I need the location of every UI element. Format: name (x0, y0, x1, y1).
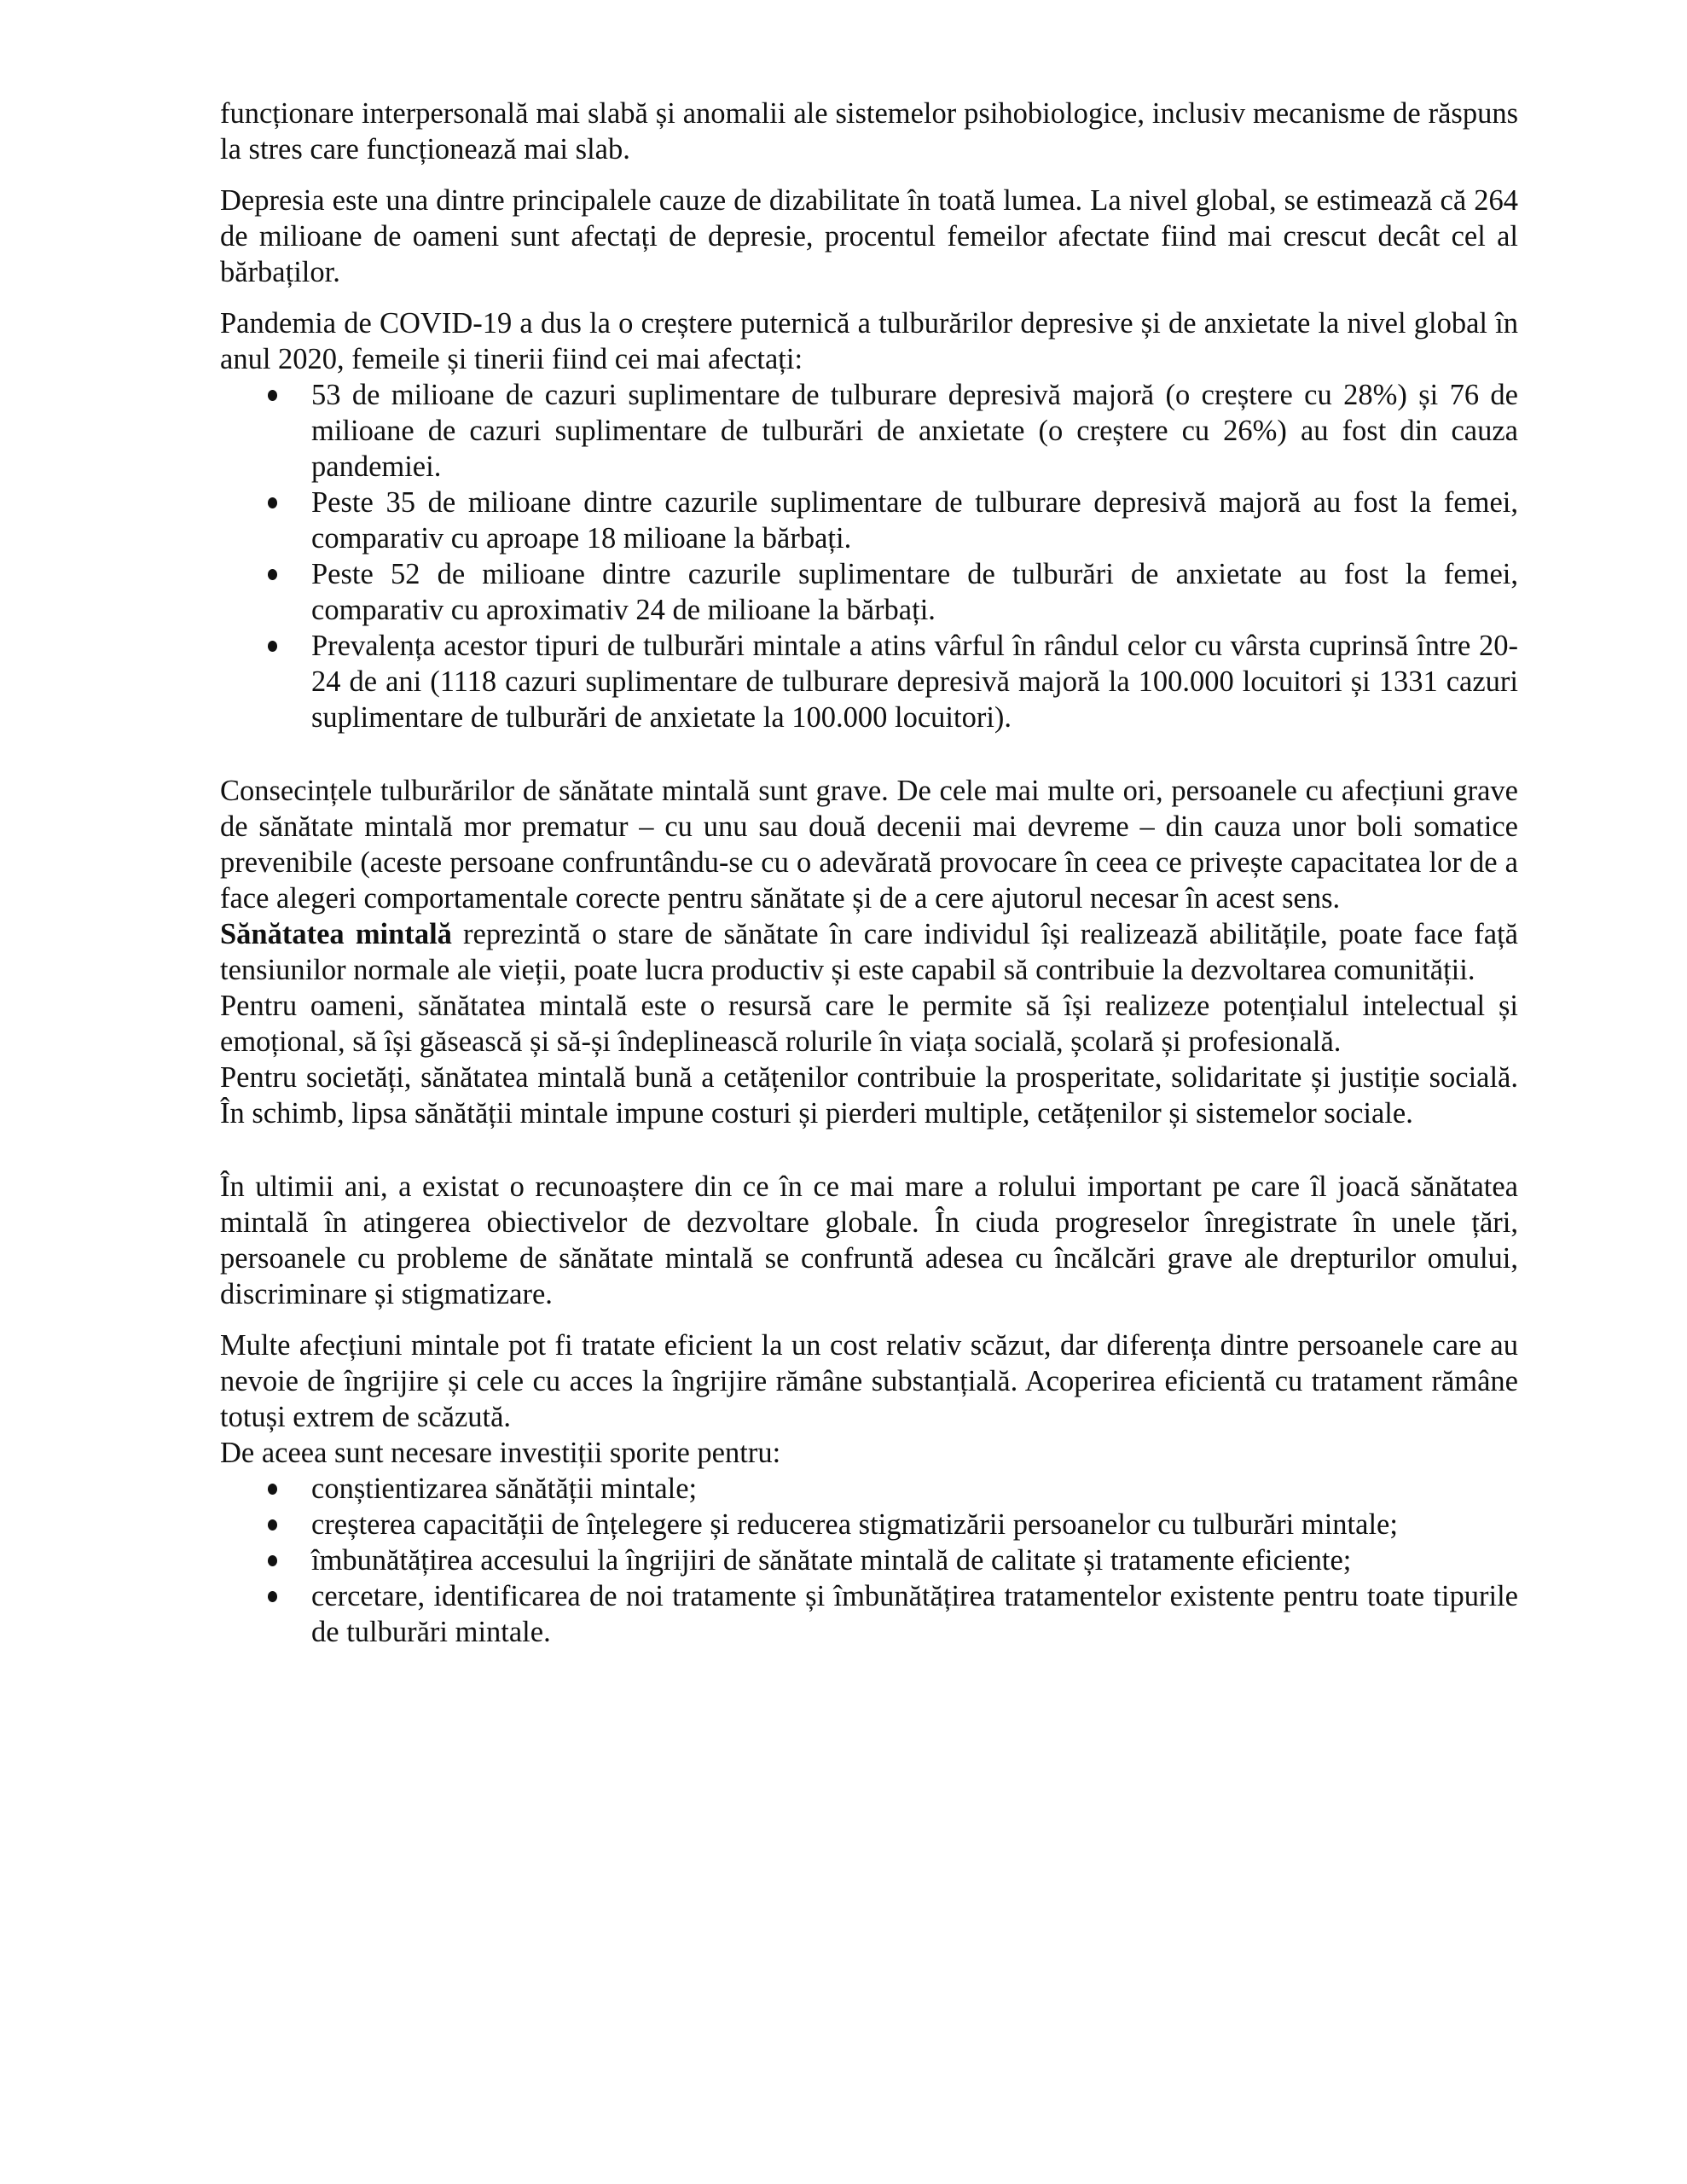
list-item-text: Peste 52 de milioane dintre cazurile suplimentare de tulburări de anxietate au fost la femei, comparativ cu aproximativ 24 de milioane la bărbați. (311, 558, 1518, 626)
list-item-text: îmbunătățirea accesului la îngrijiri de sănătate mintală de calitate și tratamente eficiente; (311, 1544, 1352, 1577)
list-item (220, 1471, 1518, 1507)
paragraph-depression-global: Depresia este una dintre principalele cauze de dizabilitate în toată lumea. La nivel global, se estimează că 264 de milioane de oameni sunt afectați de depresie, procentul femeilor afectate fiind mai crescut decât cel al bărbaților. (220, 184, 1518, 288)
bullet-icon (268, 497, 277, 508)
list-item-text: 53 de milioane de cazuri suplimentare de tulburare depresivă majoră (o creștere cu 28%) și 76 de milioane de cazuri suplimentare de tulburări de anxietate (o creștere cu 26%) au fost din cauza pandemiei. (311, 379, 1518, 483)
list-item-text: creșterea capacității de înțelegere și reducerea stigmatizării persoanelor cu tulburări mintale; (311, 1508, 1398, 1541)
paragraph-covid-intro: Pandemia de COVID-19 a dus la o creștere puternică a tulburărilor depresive și de anxietate la nivel global în anul 2020, femeile și tinerii fiind cei mai afectați: (220, 307, 1518, 375)
bullet-icon (268, 641, 277, 652)
bullet-icon (268, 1591, 277, 1602)
list-item (220, 1542, 1518, 1578)
paragraph-for-people: Pentru oameni, sănătatea mintală este o resursă care le permite să își realizeze potențialul intelectual și emoțional, să își găsească și să-și îndeplinească rolurile în viața socială, școlară și profesională. (220, 990, 1518, 1058)
paragraph-treatment-gap: Multe afecțiuni mintale pot fi tratate eficient la un cost relativ scăzut, dar diferența dintre persoanele care au nevoie de îngrijire și cele cu acces la îngrijire rămâne substanțială. Acoperirea eficientă cu tratament rămâne totuși extrem de scăzută. (220, 1329, 1518, 1433)
definition-term: Sănătatea mintală (220, 918, 452, 950)
covid-statistics-list (220, 377, 1518, 735)
definition-text: reprezintă o stare de sănătate în care individul își realizează abilitățile, poate face față tensiunilor normale ale vieții, poate lucra productiv și este capabil să contribuie la dezvoltarea comunității. (220, 918, 1519, 986)
list-item-text: conștientizarea sănătății mintale; (311, 1472, 698, 1505)
bullet-icon (268, 1484, 277, 1495)
list-item-text: Peste 35 de milioane dintre cazurile suplimentare de tulburare depresivă majoră au fost la femei, comparativ cu aproape 18 milioane la bărbați. (311, 486, 1518, 555)
list-item (220, 1507, 1518, 1542)
investments-list (220, 1471, 1518, 1650)
list-item-text: Prevalența acestor tipuri de tulburări mintale a atins vârful în rândul celor cu vârsta cuprinsă între 20-24 de ani (1118 cazuri suplimentare de tulburare depresivă majoră la 100.000 locuitori și 1331 cazuri suplimentare de tulburări de anxietate la 100.000 locuitori). (311, 630, 1518, 734)
paragraph-recent-years: În ultimii ani, a existat o recunoaștere din ce în ce mai mare a rolului important pe care îl joacă sănătatea mintală în atingerea obiectivelor de dezvoltare globale. În ciuda progreselor înregistrate în unele țări, persoanele cu probleme de sănătate mintală se confruntă adesea cu încălcări grave ale drepturilor omului, discriminare și stigmatizare. (220, 1170, 1518, 1310)
bullet-icon (268, 1555, 277, 1566)
paragraph-psychobiological: funcționare interpersonală mai slabă și anomalii ale sistemelor psihobiologice, inclusiv mecanisme de răspuns la stres care funcționează mai slab. (220, 97, 1518, 166)
list-item-text: cercetare, identificarea de noi tratamente și îmbunătățirea tratamentelor existente pentru toate tipurile de tulburări mintale. (311, 1580, 1518, 1648)
bullet-icon (268, 569, 277, 580)
bullet-icon (268, 390, 277, 401)
list-item (220, 628, 1518, 735)
paragraph-consequences: Consecințele tulburărilor de sănătate mintală sunt grave. De cele mai multe ori, persoanele cu afecțiuni grave de sănătate mintală mor prematur – cu unu sau două decenii mai devreme – din cauza unor boli somatice prevenibile (aceste persoane confruntându-se cu o adevărată provocare în ceea ce privește capacitatea lor de a face alegeri comportamentale corecte pentru sănătate și de a cere ajutorul necesar în acest sens. (220, 775, 1518, 915)
paragraph-mental-health-definition (220, 916, 1518, 988)
paragraph-investments-intro: De aceea sunt necesare investiții sporite pentru: (220, 1437, 781, 1469)
paragraph-for-societies: Pentru societăți, sănătatea mintală bună a cetățenilor contribuie la prosperitate, solidaritate și justiție socială. În schimb, lipsa sănătății mintale impune costuri și pierderi multiple, cetățenilor și sistemelor sociale. (220, 1061, 1518, 1130)
list-item (220, 377, 1518, 485)
list-item (220, 556, 1518, 628)
document-page (220, 96, 1518, 1650)
list-item (220, 485, 1518, 556)
list-item (220, 1578, 1518, 1650)
bullet-icon (268, 1519, 277, 1531)
